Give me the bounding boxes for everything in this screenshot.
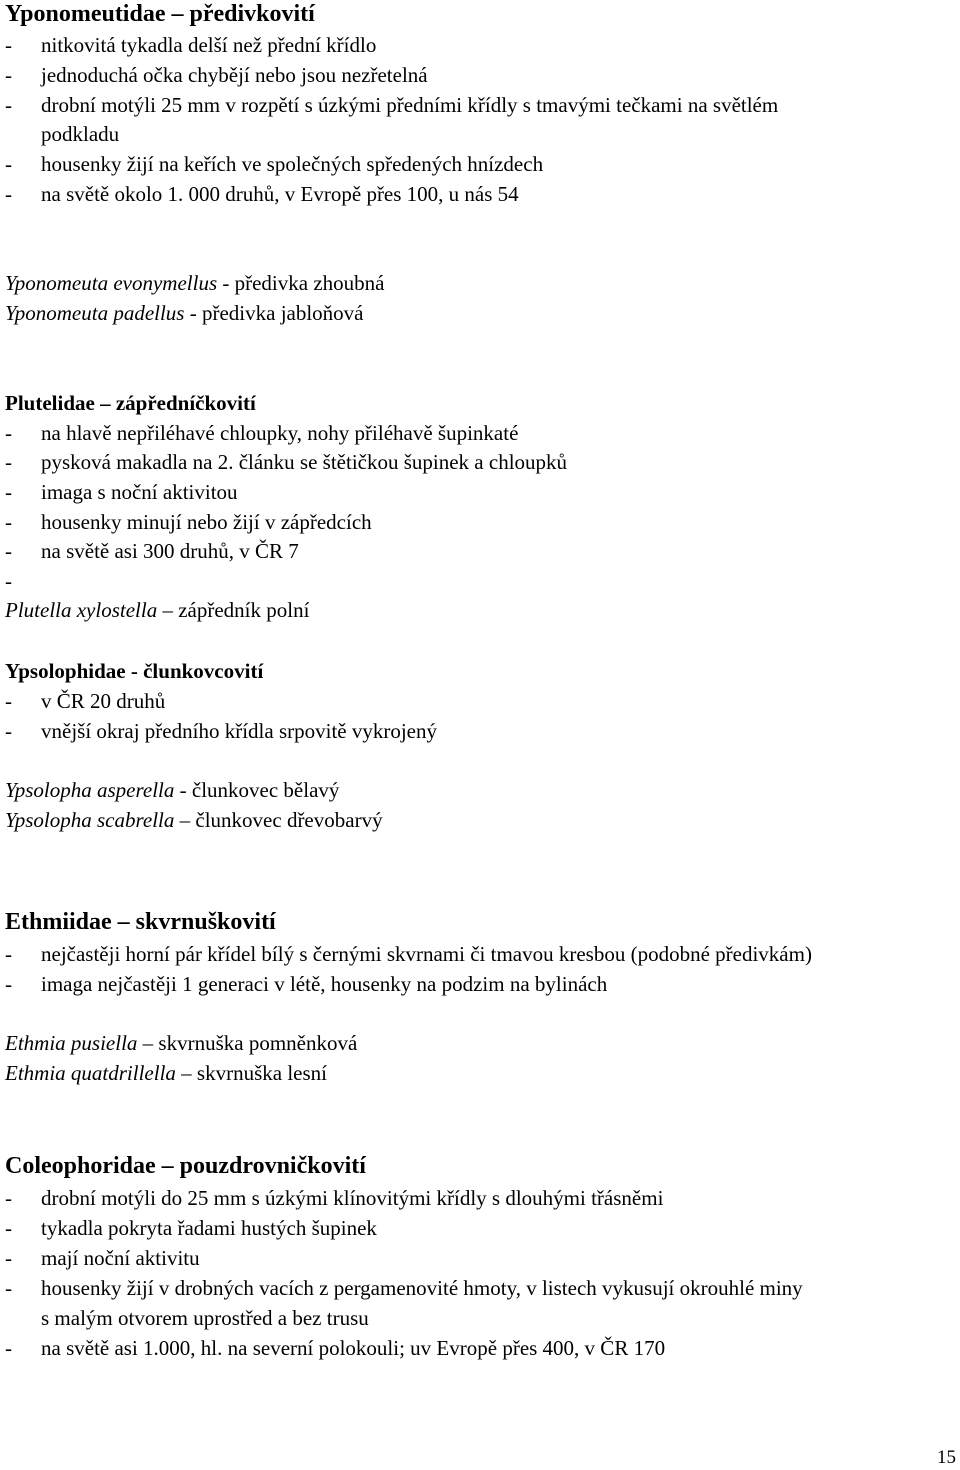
species-common: - předivka zhoubná xyxy=(217,271,385,295)
species-latin: Yponomeuta evonymellus xyxy=(5,271,218,295)
species-common: - předivka jabloňová xyxy=(184,301,364,325)
species-latin: Yponomeuta padellus xyxy=(5,301,185,325)
species-line xyxy=(5,777,339,803)
heading-coleophoridae: Coleophoridae – pouzdrovničkovití xyxy=(5,1153,366,1179)
bullet-continuation: s malým otvorem uprostřed a bez trusu xyxy=(41,1306,369,1330)
species-latin: Ypsolopha scabrella xyxy=(5,808,175,832)
page-number: 15 xyxy=(937,1447,956,1468)
heading-ypsolophidae: Ypsolophidae - člunkovcovití xyxy=(5,659,264,683)
species-line xyxy=(5,597,309,623)
species-common: – člunkovec dřevobarvý xyxy=(174,808,383,832)
species-latin: Ethmia quatdrillella xyxy=(5,1061,176,1085)
species-line xyxy=(5,1030,357,1056)
species-latin: Ethmia pusiella xyxy=(5,1031,138,1055)
bullet-continuation: podkladu xyxy=(41,122,120,146)
species-common: – skvrnuška lesní xyxy=(175,1061,327,1085)
heading-yponomeutidae: Yponomeutidae – předivkovití xyxy=(5,1,315,27)
species-latin: Ypsolopha asperella xyxy=(5,778,175,802)
species-latin: Plutella xylostella xyxy=(5,598,158,622)
species-line xyxy=(5,807,383,833)
species-common: - člunkovec bělavý xyxy=(174,778,340,802)
species-common: – zápředník polní xyxy=(157,598,310,622)
heading-plutelidae: Plutelidae – zápředníčkovití xyxy=(5,391,256,415)
species-common: – skvrnuška pomněnková xyxy=(137,1031,358,1055)
species-line xyxy=(5,270,384,296)
species-line xyxy=(5,300,364,326)
heading-ethmiidae: Ethmiidae – skvrnuškovití xyxy=(5,909,276,935)
species-line xyxy=(5,1060,327,1086)
